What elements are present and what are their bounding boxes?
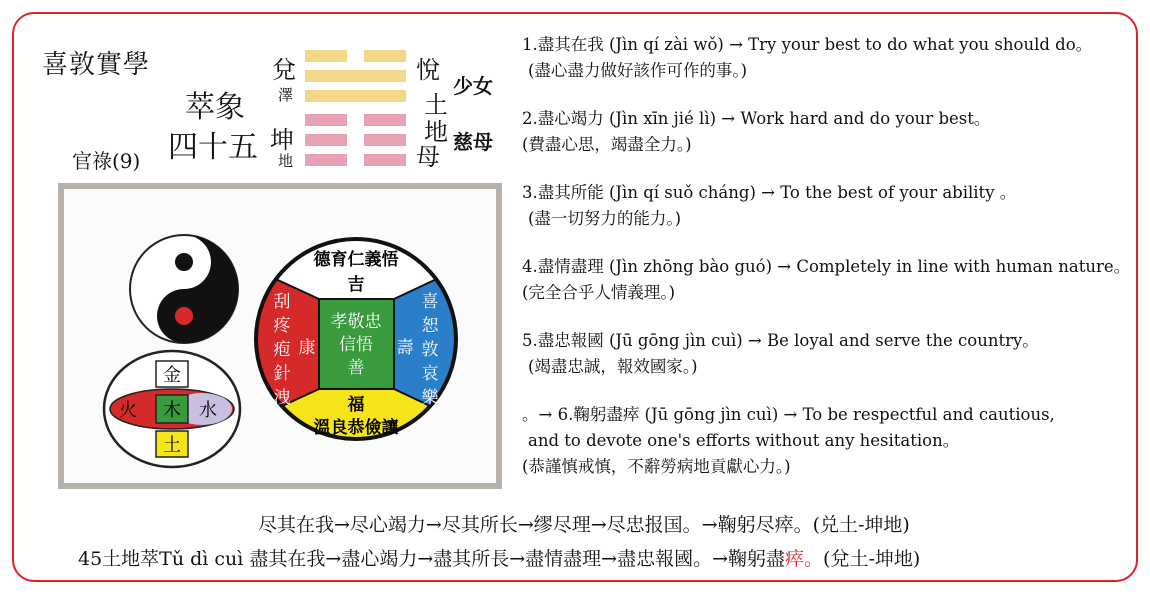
list-item-line-2: (竭盡忠誠，報效國家。) (528, 357, 698, 376)
element-water: 水 (199, 400, 217, 421)
right-col-1: 喜 (421, 292, 439, 312)
left-inner-text: 康 (298, 338, 316, 358)
five-elements-diagram (104, 351, 240, 467)
left-col-4: 針 (273, 364, 291, 384)
yin-line-6 (305, 50, 347, 62)
yang-line-5 (305, 70, 406, 82)
bottom-text-1: 福 (347, 395, 365, 415)
lower-trigram-sub: 地 (278, 152, 294, 170)
element-fire: 火 (119, 400, 137, 421)
right-inner-text: 壽 (396, 338, 414, 358)
lower-role: 慈母 (453, 130, 493, 154)
element-metal: 金 (163, 365, 181, 386)
bottom-text-2: 溫良恭儉讓 (313, 418, 399, 438)
list-item-line-3: (恭謹慎戒慎，不辭勞病地貢獻心力。) (522, 457, 791, 476)
list-item (522, 32, 1122, 84)
list-item-line-1: 4.盡情盡理 (Jìn zhōng bào guó) → Completely in line with human nature。 (522, 257, 1131, 276)
hexagram-number: 四十五 (168, 130, 258, 165)
center-box-3: 善 (347, 358, 365, 378)
right-char-3: 地 (424, 118, 448, 146)
list-item (522, 328, 1122, 380)
diagram-panel (58, 183, 502, 489)
list-item-line-1: 2.盡心竭力 (Jìn xīn jié lì) → Work hard and do your best。 (522, 109, 991, 128)
list-item (522, 402, 1122, 480)
yin-line-6b (364, 50, 406, 62)
bottom-line-prefix: 45土地萃Tǔ dì cuì 盡其在我→盡心竭力→盡其所長→盡情盡理→盡忠報國。→鞠躬盡 (78, 548, 786, 570)
right-char-2: 土 (424, 91, 448, 119)
left-col-1: 刮 (273, 292, 291, 312)
center-top-text: 德育仁義悟 (313, 250, 399, 270)
yin-line-1b (364, 154, 406, 166)
right-col-3: 敦 (421, 340, 439, 360)
list-item (522, 106, 1122, 158)
upper-role: 少女 (453, 74, 493, 98)
left-col-5: 洩 (273, 388, 291, 408)
yin-line-1 (305, 154, 347, 166)
bottom-line-simplified: 尽其在我→尽心竭力→尽其所长→缪尽理→尽忠报国。→鞠躬尽瘁。(兑土-坤地) (258, 514, 910, 536)
right-col-2: 恕 (421, 316, 439, 336)
official-label: 官祿(9) (72, 149, 141, 173)
right-char-1: 悅 (416, 56, 440, 84)
diagram-svg (64, 189, 496, 483)
list-item-line-2: and to devote one's efforts without any hesitation。 (528, 431, 960, 450)
yin-line-3b (364, 114, 406, 126)
list-item-line-1: 5.盡忠報國 (Jū gōng jìn cuì) → Be loyal and serve the country。 (522, 331, 1039, 350)
yin-line-2b (364, 134, 406, 146)
list-item-line-2: (費盡心思，竭盡全力。) (522, 135, 692, 154)
bottom-line-suffix: (兌土-坤地) (823, 548, 921, 570)
list-item-line-1: 3.盡其所能 (Jìn qí suǒ cháng) → To the best of your ability 。 (522, 183, 1017, 202)
right-col-5: 樂 (421, 388, 439, 408)
phrase-list (522, 32, 1131, 502)
lower-trigram: 坤 (270, 126, 294, 154)
center-box-2: 信悟 (339, 335, 373, 355)
list-item-line-2: (盡一切努力的能力。) (528, 209, 682, 228)
right-char-4: 母 (416, 143, 440, 171)
list-item (522, 254, 1131, 306)
element-wood: 木 (163, 400, 181, 421)
list-item-line-2: (盡心盡力做好該作可作的事。) (528, 61, 748, 80)
virtue-circle (254, 237, 464, 449)
center-box-1: 孝敬忠 (330, 312, 382, 332)
bottom-line-traditional (78, 544, 920, 571)
list-item-line-1: 1.盡其在我 (Jìn qí zài wǒ) → Try your best to do what you should do。 (522, 35, 1093, 54)
right-col-4: 哀 (421, 364, 439, 384)
left-col-2: 疼 (273, 316, 291, 336)
yin-line-3 (305, 114, 347, 126)
bottom-line-red: 瘁。 (785, 548, 824, 570)
list-item-line-2: (完全合乎人情義理。) (522, 283, 676, 302)
upper-trigram: 兌 (272, 56, 296, 84)
yin-yang-icon (130, 235, 238, 343)
upper-trigram-sub: 澤 (278, 86, 294, 104)
left-col-3: 疱 (273, 340, 291, 360)
hexagram-name: 萃象 (185, 90, 245, 125)
yin-line-2 (305, 134, 347, 146)
list-item (522, 180, 1122, 232)
list-item-line-1: 。→ 6.鞠躬盡瘁 (Jū gōng jìn cuì) → To be respectful and cautious, (522, 405, 1055, 424)
page-title: 喜敦實學 (42, 50, 151, 80)
yang-line-4 (305, 90, 406, 102)
element-earth: 土 (163, 435, 181, 456)
center-top-text-2: 吉 (347, 275, 365, 295)
